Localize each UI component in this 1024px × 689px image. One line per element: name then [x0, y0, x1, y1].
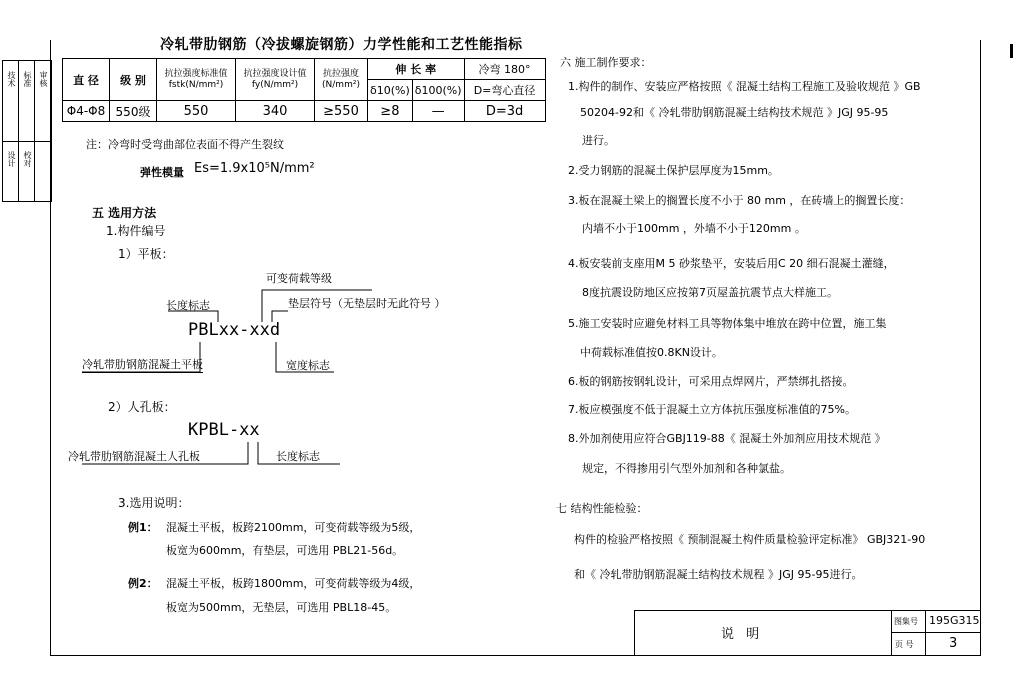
header-tensile-strength-l2: (N/mm²) — [322, 79, 360, 90]
example2-line2: 板宽为500mm，无垫层，可选用 PBL18-45。 — [166, 601, 397, 614]
sec6-p7: 7.板应模强度不低于混凝土立方体抗压强度标准值的75%。 — [568, 403, 856, 416]
titleblock-atlas-no: 195G315 — [929, 614, 980, 627]
sec5-title: 五 选用方法 — [92, 206, 157, 220]
label-cushion: 垫层符号（无垫层时无此符号 ） — [288, 297, 446, 310]
header-elongation: 伸 长 率 — [368, 59, 465, 80]
sec6-p3-l2: 内墙不小于100mm ，外墙不小于120mm 。 — [582, 222, 806, 235]
cell-cold-bend: D=3d — [464, 101, 545, 122]
header-delta10: δ10(%) — [368, 80, 413, 101]
titleblock-title: 说 明 — [721, 627, 764, 642]
titleblock-page-label: 页 号 — [895, 640, 914, 649]
table-title: 冷轧带肋钢筋（冷拔螺旋钢筋）力学性能和工艺性能指标 — [160, 37, 523, 53]
titleblock-page-no: 3 — [949, 636, 958, 651]
modulus-value: Es=1.9x10⁵N/mm² — [194, 161, 315, 176]
header-tensile-std-l1: 抗拉强度标准值 — [164, 68, 228, 79]
sec7-line1: 构件的检验严格按照《 预制混凝土构件质量检验评定标准》 GBJ321-90 — [574, 533, 926, 546]
sec7-title: 七 结构性能检验： — [556, 502, 648, 515]
example1-label: 例1： — [128, 521, 158, 534]
header-tensile-design-l2: fy(N/mm²) — [251, 79, 299, 90]
sec6-p4-l2: 8度抗震设防地区应按第7页屋盖抗震节点大样施工。 — [582, 286, 838, 299]
header-grade: 级 别 — [110, 59, 157, 101]
example2-line1: 混凝土平板，板跨1800mm，可变荷载等级为4级， — [166, 577, 421, 590]
header-cold-bend-2: D=弯心直径 — [464, 80, 545, 101]
label-load-grade: 可变荷载等级 — [266, 272, 332, 285]
code-pbl: PBLxx-xxd — [188, 320, 281, 340]
sec6-p2: 2.受力钢筋的混凝土保护层厚度为15mm。 — [568, 164, 779, 177]
sec6-p1-l1: 1.构件的制作、安装应严格按照《 混凝土结构工程施工及验收规范 》GB — [568, 80, 921, 93]
cell-delta100: — — [412, 101, 464, 122]
sec5-sub1: 1）平板： — [118, 247, 174, 261]
cell-grade: 550级 — [110, 101, 157, 122]
example2-label: 例2： — [128, 577, 158, 590]
table-note: 注：冷弯时受弯曲部位表面不得产生裂纹 — [86, 138, 284, 151]
sec6-p1-l2: 50204-92和《 冷轧带肋钢筋混凝土结构技术规范 》JGJ 95-95 — [580, 106, 889, 119]
sec6-p6: 6.板的钢筋按钢轧设计，可采用点焊网片，严禁绑扎搭接。 — [568, 375, 854, 388]
label-length-2: 长度标志 — [276, 450, 320, 463]
header-tensile-std-l2: fstk(N/mm²) — [168, 79, 224, 90]
label-plate: 冷轧带肋钢筋混凝土平板 — [82, 358, 203, 371]
header-tensile-design-l1: 抗拉强度设计值 — [243, 68, 307, 79]
cell-tensile-strength: ≥550 — [315, 101, 368, 122]
sec6-title: 六 施工制作要求： — [560, 56, 652, 69]
sec6-p4-l1: 4.板安装前支座用M 5 砂浆垫平，安装后用C 20 细石混凝土灌缝， — [568, 257, 895, 270]
edge-mark — [1010, 44, 1013, 58]
header-tensile-strength-l1: 抗拉强度 — [322, 68, 359, 79]
side-strip-label: 审核 — [39, 71, 48, 87]
label-length: 长度标志 — [166, 299, 210, 312]
sec6-p5-l1: 5.施工安装时应避免材料工具等物体集中堆放在跨中位置，施工集 — [568, 317, 887, 330]
example1-line1: 混凝土平板，板跨2100mm，可变荷载等级为5级， — [166, 521, 421, 534]
title-block — [634, 610, 981, 656]
cell-diameter: Φ4-Φ8 — [63, 101, 110, 122]
sec5-item3: 3.选用说明： — [118, 496, 190, 510]
titleblock-atlas-label: 图集号 — [894, 617, 918, 626]
cell-delta10: ≥8 — [368, 101, 413, 122]
sec7-line2: 和《 冷轧带肋钢筋混凝土结构技术规程 》JGJ 95-95进行。 — [574, 568, 863, 581]
example1-line2: 板宽为600mm，有垫层，可选用 PBL21-56d。 — [166, 544, 404, 557]
label-manhole: 冷轧带肋钢筋混凝土人孔板 — [68, 450, 200, 463]
sec5-item1: 1.构件编号 — [106, 224, 166, 238]
side-strip-label: 技术 — [7, 71, 16, 87]
side-strip-label: 标准 — [23, 71, 32, 87]
header-cold-bend-1: 冷弯 180° — [464, 59, 545, 80]
sec6-p3-l1: 3.板在混凝土梁上的搁置长度不小于 80 mm ，在砖墙上的搁置长度： — [568, 194, 911, 207]
sec6-p1-l3: 进行。 — [582, 134, 615, 147]
sec6-p8-l2: 规定，不得掺用引气型外加剂和各种氯盐。 — [582, 462, 791, 475]
sec5-sub2: 2）人孔板： — [108, 400, 176, 414]
cell-tensile-design: 340 — [236, 101, 315, 122]
side-strip-label: 设计 — [7, 151, 16, 167]
sec6-p8-l1: 8.外加剂使用应符合GBJ119-88《 混凝土外加剂应用技术规范 》 — [568, 432, 886, 445]
label-width: 宽度标志 — [286, 359, 330, 372]
header-delta100: δ100(%) — [412, 80, 464, 101]
side-strip-label: 校对 — [23, 151, 32, 167]
sec6-p5-l2: 中荷载标准值按0.8KN设计。 — [580, 346, 723, 359]
code-kpbl: KPBL-xx — [188, 420, 260, 440]
header-diameter: 直 径 — [63, 59, 110, 101]
modulus-label: 弹性模量 — [140, 166, 184, 179]
cell-tensile-std: 550 — [157, 101, 236, 122]
